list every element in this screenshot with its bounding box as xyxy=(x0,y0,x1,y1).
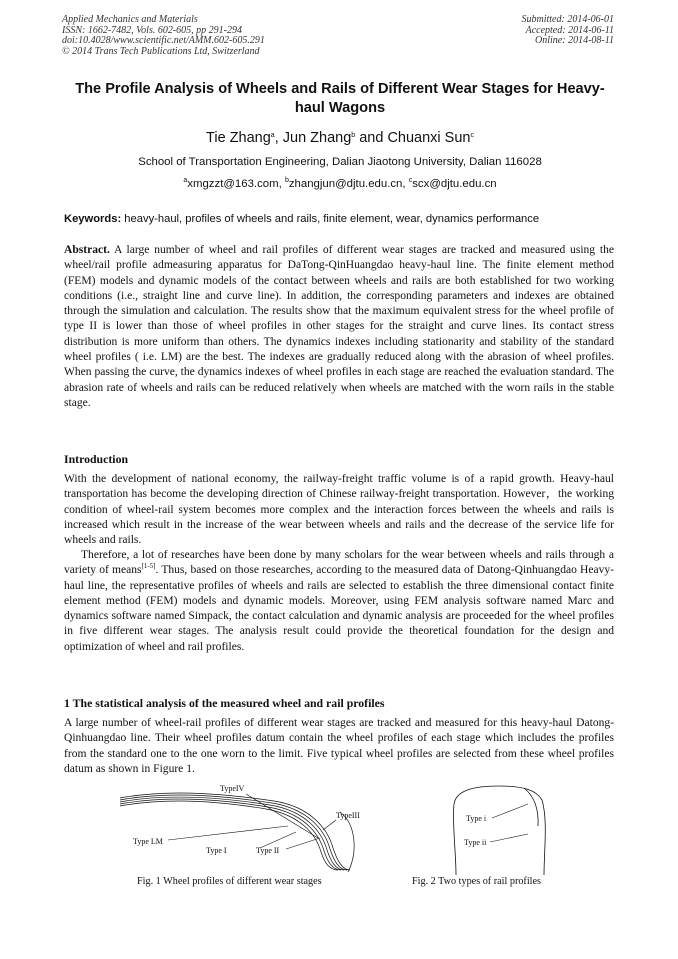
wheel-profile-curve xyxy=(120,801,338,870)
keywords xyxy=(64,212,624,226)
online-date: Online: 2014-08-11 xyxy=(535,35,614,47)
email-link[interactable]: zhangjun@djtu.edu.cn xyxy=(288,178,403,190)
figure-2-caption: Fig. 2 Two types of rail profiles xyxy=(412,876,541,887)
abstract-text: A large number of wheel and rail profiles of different wear stages are tracked and measured using the wheel/rail profile admeasuring apparatus for DaTong-QinHuangdao heavy-haul line. The finite element method (FEM) models and dynamic models of the contact between wheels and rails are both established for two working conditions (i.e., straight line and curve line). In addition, the corresponding parameters and indexes are obtained through the simulation and calculation. The results show that the maximum equivalent stress for the wheel profile of type II is lower than those of wheel profiles in other stages for the straight and curve lines. Its contact stress distribution is more uniform than others. The dynamics indexes including stationarity and stability of the standard wheel profiles ( i.e. LM) are the best. The indexes are gradually reduced along with the abrasion of wheel profiles. When passing the curve, the dynamics indexes of wheel profiles in each stage are reached the evaluation standard. The abrasion rate of wheels and rails can be reduced relatively when wheels are matched with the worn rails in the stable stage. xyxy=(64,244,614,409)
email-superscript: b xyxy=(284,177,289,184)
figure-2 xyxy=(444,782,556,876)
intro-p2-text: Therefore, a lot of researches have been done by many scholars for the wear between wheels and rails through a variety of means xyxy=(64,549,614,577)
email-superscript: c xyxy=(408,177,413,184)
figure-1-plot xyxy=(118,782,378,876)
author-separator: , xyxy=(274,130,283,146)
journal-doi: doi:10.4028/www.scientific.net/AMM.602-605.291 xyxy=(62,35,265,47)
journal-issn: ISSN: 1662-7482, Vols. 602-605, pp 291-294 xyxy=(62,24,242,36)
abstract xyxy=(64,243,614,411)
label-type-ii: Type II xyxy=(256,846,280,855)
leader-line xyxy=(323,820,336,830)
leader-line xyxy=(168,826,288,840)
intro-p2-text-cont: . Thus, based on those researches, according to the measured data of Datong-Qinhuangdao Heavy-haul line, the representative profiles of wheels and rails are selected to establish the three dimensional contact finite element method (FEM) models and dynamic models. Moreover, using FEM analysis software named Marc and dynamics software named Simpack, the contact calculation and dynamic analysis are proceeded for the wheel profiles in five different wear stages. The analysis result could provide the theoretical foundation for the design and optimization of wheel and rail profiles. xyxy=(64,564,615,653)
label-type-iv: TypeIV xyxy=(220,784,245,793)
figure-1-caption: Fig. 1 Wheel profiles of different wear stages xyxy=(137,876,322,887)
wheel-profile-curve xyxy=(120,799,341,870)
author-name: Jun Zhang xyxy=(282,130,352,146)
flange-curve xyxy=(340,812,354,872)
author-superscript: a xyxy=(270,132,275,139)
leader-line xyxy=(286,838,320,849)
journal-header xyxy=(62,15,265,57)
author-list xyxy=(62,129,618,147)
journal-copyright: © 2014 Trans Tech Publications Ltd, Switzerland xyxy=(62,45,260,57)
author-superscript: b xyxy=(351,132,356,139)
label-type-i: Type I xyxy=(206,846,227,855)
label-type-i: Type i xyxy=(466,814,487,823)
intro-paragraph-1: With the development of national economy, the railway-freight traffic volume is of a rapid growth. Heavy-haul transportation has become the developing direction of Chinese railway-freight transportation. However，the working condition of wheel-rail system becomes more complex and the interaction forces between the wheels and rails is increased which result in the increase of the wear between wheels and rails and the decrease of the service life for wheels and rails. xyxy=(64,473,614,547)
figure-1 xyxy=(118,782,378,876)
author-superscript: c xyxy=(470,132,474,139)
email-list: $^a$xmgzzt@163.com, $^b$zhangjun@djtu.edu.cn, $^c$scx@djtu.edu.cn xyxy=(183,177,497,190)
keywords-label: Keywords: xyxy=(64,213,122,225)
label-type-ii: Type ii xyxy=(464,838,487,847)
accepted-date: Accepted: 2014-06-11 xyxy=(525,24,614,36)
author-name: Tie Zhang xyxy=(206,130,271,146)
submission-dates xyxy=(522,15,615,47)
intro-paragraph-2 xyxy=(64,548,614,655)
email-superscript: a xyxy=(183,177,188,184)
submitted-date: Submitted: 2014-06-01 xyxy=(521,14,614,25)
label-type-iii: TypeIII xyxy=(336,811,360,820)
leader-line xyxy=(246,794,318,838)
abstract-label: Abstract. xyxy=(64,244,110,256)
section-heading-1: 1 The statistical analysis of the measured wheel and rail profiles xyxy=(64,696,385,710)
citation-ref[interactable]: [1-5] xyxy=(141,562,156,571)
author-separator: and xyxy=(355,130,388,146)
journal-name: Applied Mechanics and Materials xyxy=(62,14,198,25)
author-name: Chuanxi Sun xyxy=(387,130,471,146)
section-heading-introduction: Introduction xyxy=(64,452,129,466)
keywords-text: heavy-haul, profiles of wheels and rails, finite element, wear, dynamics performance xyxy=(121,213,540,225)
email-link[interactable]: scx@djtu.edu.cn xyxy=(412,178,497,190)
leader-line xyxy=(492,804,528,818)
label-type-lm: Type LM xyxy=(133,837,163,846)
leader-line xyxy=(490,834,528,842)
paper-title: The Profile Analysis of Wheels and Rails of Different Wear Stages for Heavy-haul Wagons xyxy=(75,81,605,116)
figure-2-plot xyxy=(444,782,556,876)
section1-paragraph: A large number of wheel-rail profiles of different wear stages are tracked and measured for this heavy-haul Datong-Qinhuangdao line. Their wheel profiles datum contain the wheel profiles of each stage which includes the profiles from the standard one to the one worn to the limit. Five typical wheel profiles are selected from these wheel profiles datum as shown in Figure 1. xyxy=(64,717,614,775)
affiliation: School of Transportation Engineering, Dalian Jiaotong University, Dalian 116028 xyxy=(138,156,542,168)
email-link[interactable]: xmgzzt@163.com xyxy=(187,178,279,190)
rail-profile-outline xyxy=(453,786,545,875)
